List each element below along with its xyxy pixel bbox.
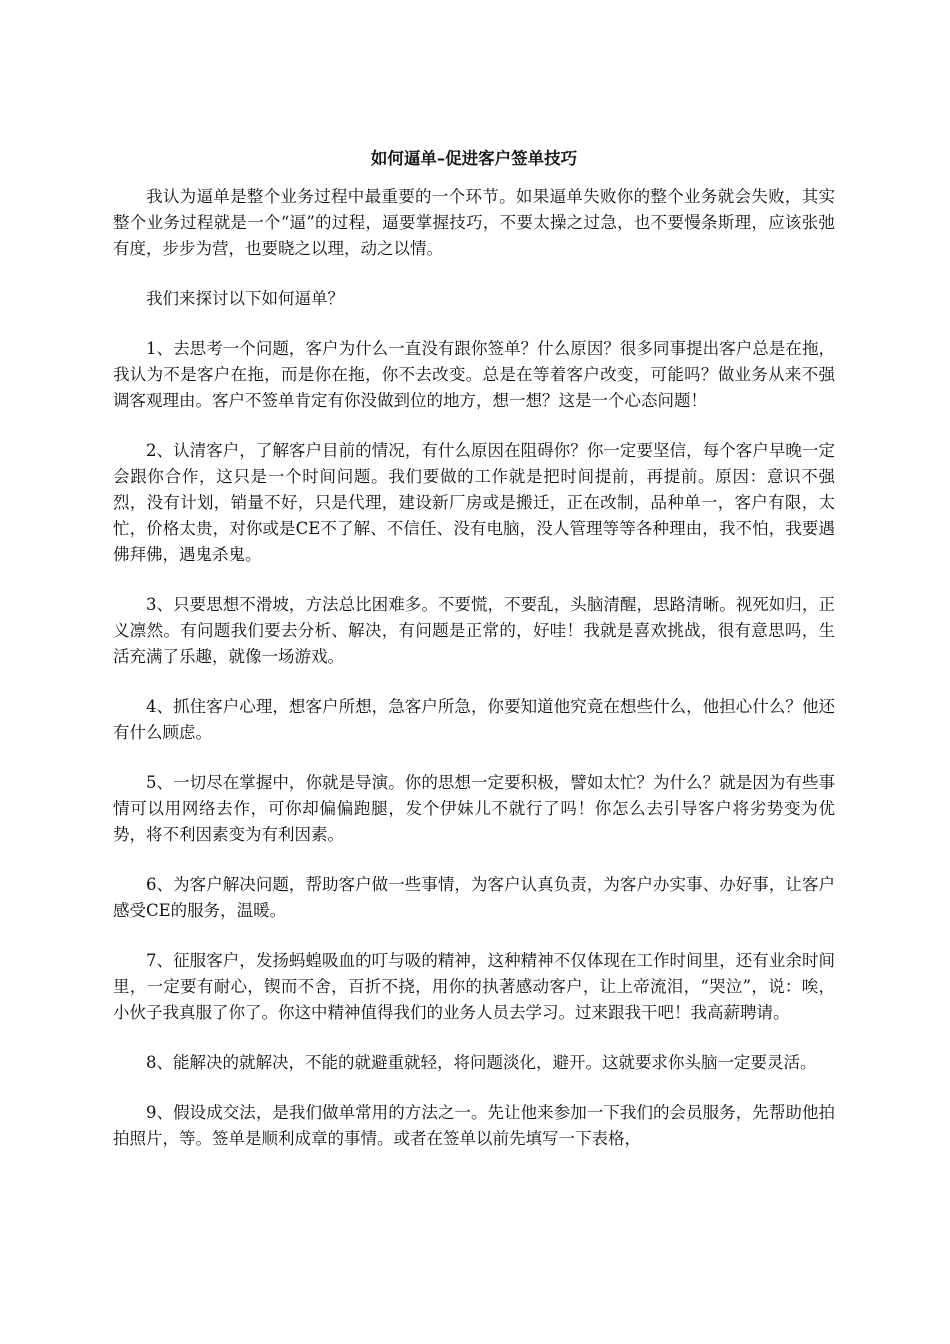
document-body	[113, 146, 835, 1152]
paragraph-point-3: 3、只要思想不滑坡，方法总比困难多。不要慌，不要乱，头脑清醒，思路清晰。视死如归，正义凛然。有问题我们要去分析、解决，有问题是正常的，好哇！我就是喜欢挑战，很有意思吗，生活充满了乐趣，就像一场游戏。	[113, 595, 835, 666]
paragraph-intro: 我认为逼单是整个业务过程中最重要的一个环节。如果逼单失败你的整个业务就会失败，其实整个业务过程就是一个“逼”的过程，逼要掌握技巧，不要太操之过急，也不要慢条斯理，应该张弛有度，步步为营，也要晓之以理，动之以情。	[113, 187, 835, 258]
paragraph-point-4: 4、抓住客户心理，想客户所想，急客户所急，你要知道他究竟在想些什么，他担心什么？他还有什么顾虑。	[113, 697, 835, 742]
paragraph-point-2: 2、认清客户，了解客户目前的情况，有什么原因在阻碍你？你一定要坚信，每个客户早晚一定会跟你合作，这只是一个时间问题。我们要做的工作就是把时间提前，再提前。原因：意识不强烈，没有计划，销量不好，只是代理，建设新厂房或是搬迁，正在改制，品种单一，客户有限，太忙，价格太贵，对你或是CE不了解、不信任、没有电脑，没人管理等等各种理由，我不怕，我要遇佛拜佛，遇鬼杀鬼。	[113, 441, 835, 564]
paragraph-point-9: 9、假设成交法，是我们做单常用的方法之一。先让他来参加一下我们的会员服务，先帮助他拍拍照片，等。签单是顺利成章的事情。或者在签单以前先填写一下表格，	[113, 1103, 835, 1148]
paragraph-point-6: 6、为客户解决问题，帮助客户做一些事情，为客户认真负责，为客户办实事、办好事，让客户感受CE的服务，温暖。	[113, 875, 835, 920]
document-title: 如何逼单–促进客户签单技巧	[370, 149, 578, 168]
paragraph-point-7: 7、征服客户，发扬蚂蝗吸血的叮与吸的精神，这种精神不仅体现在工作时间里，还有业余时间里，一定要有耐心，锲而不舍，百折不挠，用你的执著感动客户，让上帝流泪，“哭泣”，说：唉，小伙子我真服了你了。你这中精神值得我们的业务人员去学习。过来跟我干吧！我高薪聘请。	[113, 951, 835, 1022]
paragraph-point-8: 8、能解决的就解决，不能的就避重就轻，将问题淡化，避开。这就要求你头脑一定要灵活。	[146, 1053, 817, 1072]
paragraph-point-5: 5、一切尽在掌握中，你就是导演。你的思想一定要积极，譬如太忙？为什么？就是因为有些事情可以用网络去作，可你却偏偏跑腿，发个伊妹儿不就行了吗！你怎么去引导客户将劣势变为优势，将不利因素变为有利因素。	[113, 773, 835, 844]
paragraph-question: 我们来探讨以下如何逼单？	[146, 289, 344, 308]
paragraph-point-1: 1、去思考一个问题，客户为什么一直没有跟你签单？什么原因？很多同事提出客户总是在拖，我认为不是客户在拖，而是你在拖，你不去改变。总是在等着客户改变，可能吗？做业务从来不强调客观理由。客户不签单肯定有你没做到位的地方，想一想？这是一个心态问题！	[113, 339, 835, 410]
